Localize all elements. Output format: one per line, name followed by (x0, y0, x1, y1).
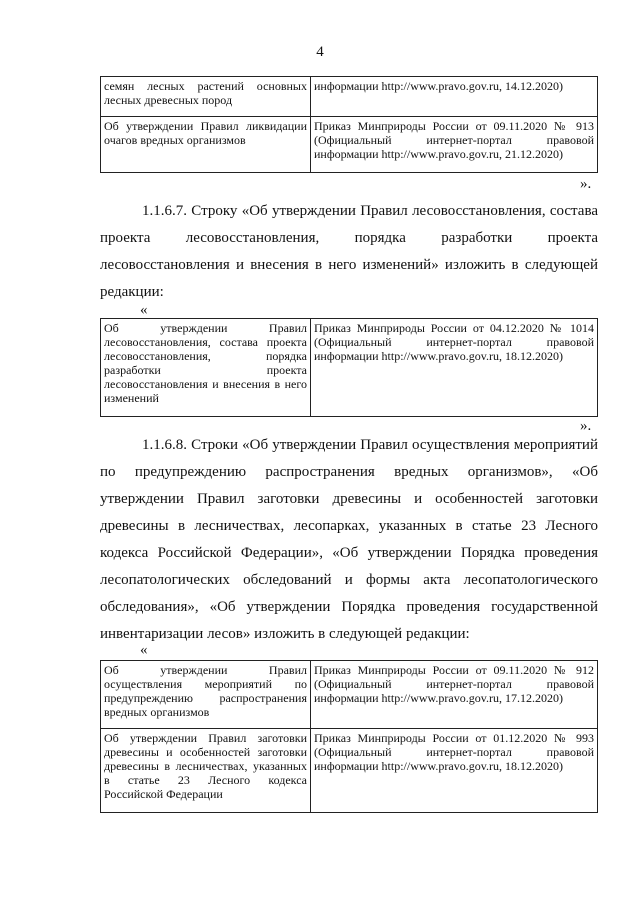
amendments-table-continued (100, 76, 598, 173)
table-cell-title: семян лесных растений основных лесных древесных пород (101, 77, 311, 117)
opening-quote: « (140, 642, 148, 658)
table-cell-title: Об утверждении Правил ликвидации очагов вредных организмов (101, 117, 311, 173)
table-row (101, 117, 598, 173)
table-row (101, 729, 598, 813)
table-row (101, 319, 598, 417)
table-cell-title: Об утверждении Правил осуществления мероприятий по предупреждению распространения вредных организмов (101, 661, 311, 729)
amendment-table-forest-restoration (100, 318, 598, 417)
table-cell-source: Приказ Минприроды России от 04.12.2020 № 1014 (Официальный интернет-портал правовой информации http://www.pravo.gov.ru, 18.12.2020) (311, 319, 598, 417)
table-cell-source: Приказ Минприроды России от 09.11.2020 № 913 (Официальный интернет-портал правовой информации http://www.pravo.gov.ru, 21.12.2020) (311, 117, 598, 173)
table-cell-source: информации http://www.pravo.gov.ru, 14.12.2020) (311, 77, 598, 117)
paragraph-1-1-6-8: 1.1.6.8. Строки «Об утверждении Правил осуществления мероприятий по предупреждению распространения вредных организмов», «Об утверждении Правил заготовки древесины и особенностей заготовки древесины в лесничествах, лесопарках, указанных в статье 23 Лесного кодекса Российской Федерации», «Об утверждении Порядка проведения лесопатологических обследований и формы акта лесопатологического обследования», «Об утверждении Порядка проведения государственной инвентаризации лесов» изложить в следующей редакции: (100, 437, 598, 642)
paragraph-1-1-6-7: 1.1.6.7. Строку «Об утверждении Правил лесовосстановления, состава проекта лесовосстановления, порядка разработки проекта лесовосстановления и внесения в него изменений» изложить в следующей редакции: (100, 203, 598, 300)
page-number: 4 (316, 44, 324, 60)
table-cell-title: Об утверждении Правил заготовки древесины и особенностей заготовки древесины в лесничествах, указанных в статье 23 Лесного кодекса Российской Федерации (101, 729, 311, 813)
table-cell-source: Приказ Минприроды России от 09.11.2020 № 912 (Официальный интернет-портал правовой информации http://www.pravo.gov.ru, 17.12.2020) (311, 661, 598, 729)
table-cell-source: Приказ Минприроды России от 01.12.2020 № 993 (Официальный интернет-портал правовой информации http://www.pravo.gov.ru, 18.12.2020) (311, 729, 598, 813)
table-row (101, 77, 598, 117)
amendment-table-pest-and-harvest (100, 660, 598, 813)
closing-quote: ». (580, 176, 592, 192)
table-cell-title: Об утверждении Правил лесовосстановления, состава проекта лесовосстановления, порядка разработки проекта лесовосстановления и внесения в него изменений (101, 319, 311, 417)
opening-quote: « (140, 302, 148, 318)
closing-quote: ». (580, 418, 592, 434)
table-row (101, 661, 598, 729)
